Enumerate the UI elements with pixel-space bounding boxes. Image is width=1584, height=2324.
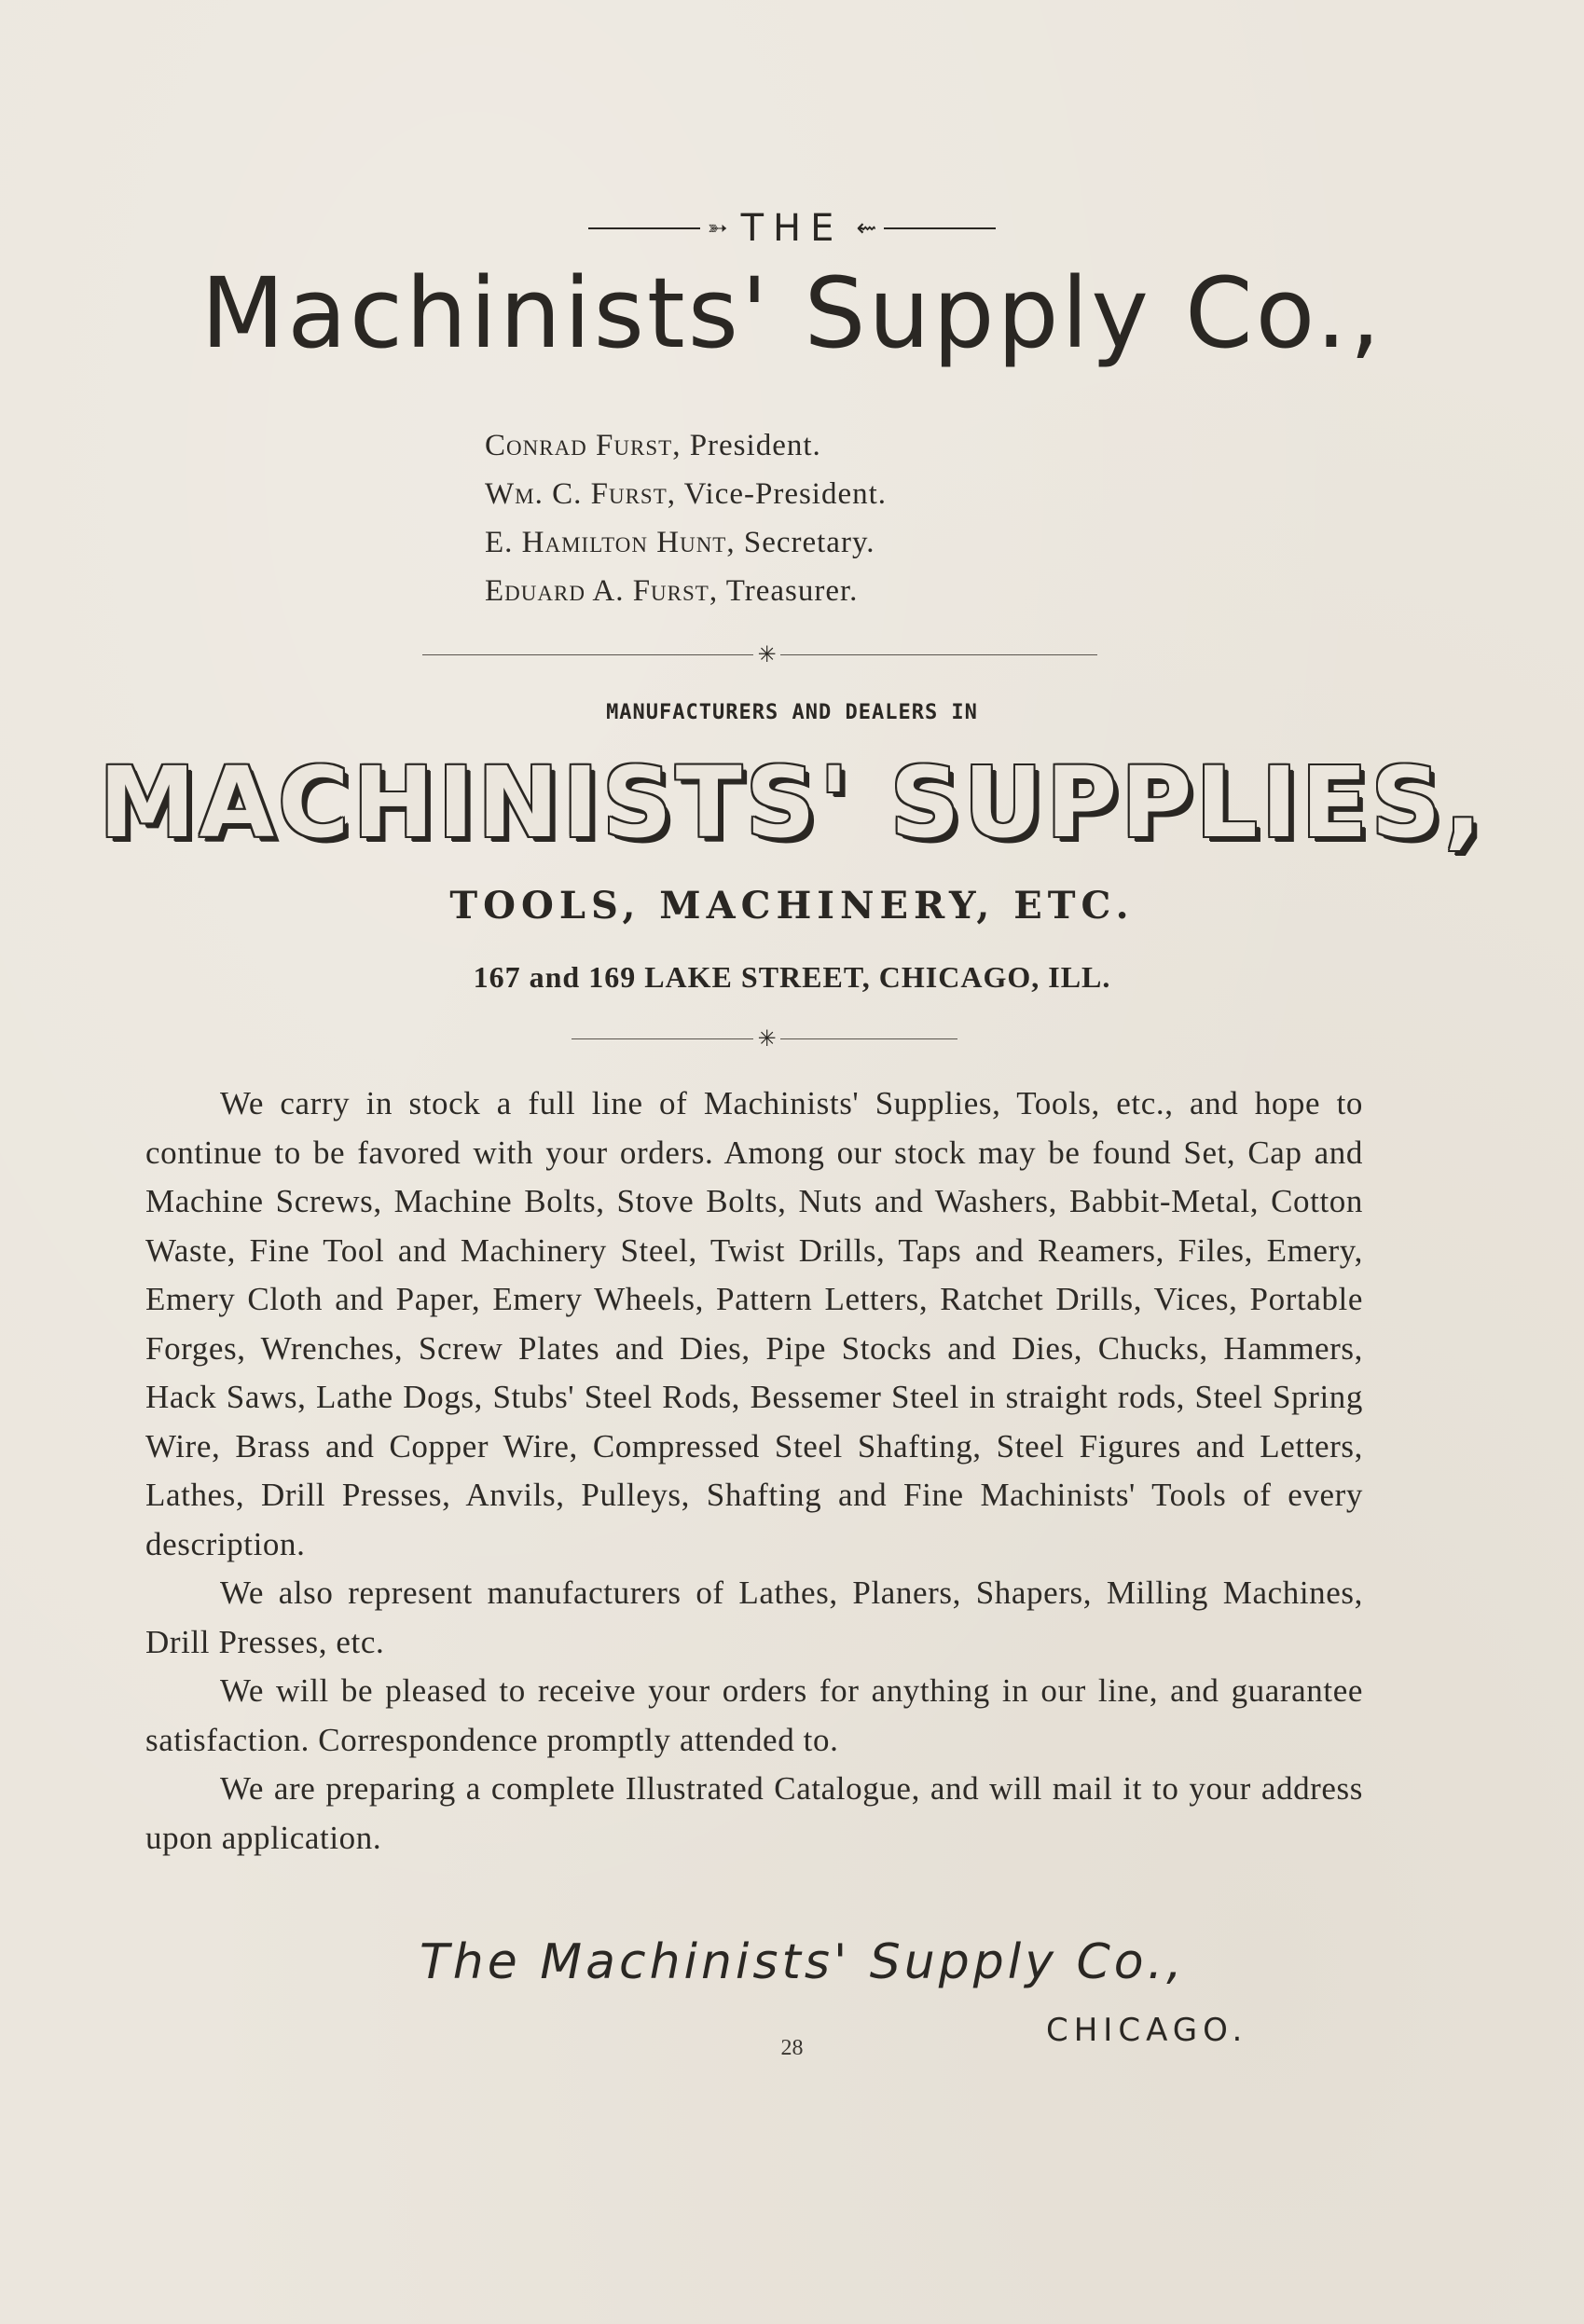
page-number: 28: [780, 2036, 804, 2060]
divider-line: [422, 654, 753, 655]
star-divider: [420, 641, 1100, 667]
arrow-ornament-icon: ➳: [707, 214, 728, 242]
arrow-ornament-icon: ⇜: [856, 214, 877, 242]
officer-title: , President.: [672, 429, 821, 462]
body-paragraph: We are preparing a complete Illustrated Catalogue, and will mail it to your address upon application.: [145, 1770, 1363, 1856]
right-rule: [884, 227, 996, 229]
officer-title: , Vice-President.: [667, 477, 888, 511]
divider-line: [572, 1038, 753, 1039]
officers-list: [485, 421, 887, 615]
body-text: [145, 1079, 1363, 1863]
tools-line: TOOLS, MACHINERY, ETC.: [449, 884, 1135, 928]
the-header: [0, 207, 1584, 250]
officer-name: Eduard A. Furst: [485, 574, 709, 608]
officer-row: [485, 470, 887, 518]
officer-name: Wm. C. Furst: [485, 477, 668, 511]
the-word: THE: [740, 207, 844, 250]
company-title: Machinists' Supply Co.,: [200, 256, 1384, 370]
address-line: 167 and 169 LAKE STREET, CHICAGO, ILL.: [473, 960, 1111, 994]
officer-row: [485, 567, 887, 615]
asterisk-ornament-icon: ✳: [757, 641, 777, 667]
officer-name: Conrad Furst: [485, 429, 673, 462]
signature: The Machinists' Supply Co.,: [420, 1934, 1186, 1990]
body-paragraph: We also represent manufacturers of Lathes, Planers, Shapers, Milling Machines, Drill Presses, etc.: [145, 1575, 1363, 1660]
officer-title: , Treasurer.: [709, 574, 859, 608]
star-divider: [569, 1025, 960, 1052]
divider-line: [780, 654, 1097, 655]
officer-row: [485, 518, 887, 567]
asterisk-ornament-icon: ✳: [757, 1025, 777, 1052]
body-paragraph: We will be pleased to receive your orders for anything in our line, and guarantee satisfaction. Correspondence promptly attended to.: [145, 1672, 1363, 1758]
divider-line: [780, 1038, 957, 1039]
body-paragraph: We carry in stock a full line of Machinists' Supplies, Tools, etc., and hope to continue to be favored with your orders. Among our stock may be found Set, Cap and Machine Screws, Machine Bolts, Stove Bolts, Nuts and Washers, Babbit-Metal, Cotton Waste, Fine Tool and Machinery Steel, Twist Drills, Taps and Reamers, Files, Emery, Emery Cloth and Paper, Emery Wheels, Pattern Letters, Ratchet Drills, Vices, Portable Forges, Wrenches, Screw Plates and Dies, Pipe Stocks and Dies, Chucks, Hammers, Hack Saws, Lathe Dogs, Stubs' Steel Rods, Bessemer Steel in straight rods, Steel Spring Wire, Brass and Copper Wire, Compressed Steel Shafting, Steel Figures and Letters, Lathes, Drill Presses, Anvils, Pulleys, Shafting and Fine Machinists' Tools of every description.: [145, 1085, 1363, 1562]
officer-title: , Secretary.: [726, 526, 875, 559]
left-rule: [588, 227, 700, 229]
city-line: CHICAGO.: [1046, 2012, 1248, 2049]
supplies-title: MACHINISTS' SUPPLIES,: [99, 746, 1485, 859]
manufacturers-line: MANUFACTURERS AND DEALERS IN: [606, 701, 978, 724]
officer-row: [485, 421, 887, 470]
officer-name: E. Hamilton Hunt: [485, 526, 727, 559]
